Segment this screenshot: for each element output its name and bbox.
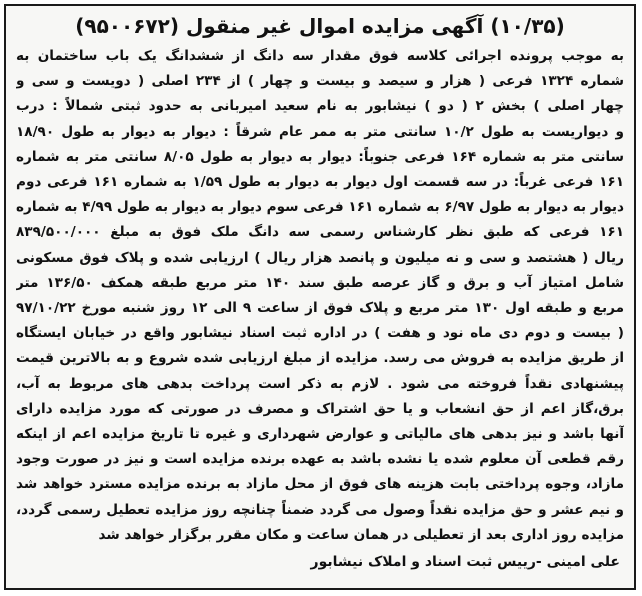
notice-frame — [4, 4, 636, 590]
notice-line: مربع و طبقه اول ۱۳۰ متر مربع و پلاک فوق از ساعت ۹ الی ۱۲ روز شنبه مورخ ۹۷/۱۰/۲۲ — [16, 300, 624, 317]
notice-line: و دیواریست به طول ۱۰/۲ سانتی متر به ممر عام شرقاً : دیوار به دیوار به طول ۱۸/۹۰ — [16, 123, 624, 140]
notice-line: دیوار به دیوار به طول ۶/۹۷ به شماره ۱۶۱ فرعی سوم دیوار به دیوار به طول ۴/۹۹ به شماره — [16, 199, 624, 216]
notice-line: از طریق مزایده به فروش می رسد. مزایده از مبلغ ارزیابی شده شروع و به بالاترین قیمت — [16, 350, 624, 367]
notice-line: ( بیست و دوم دی ماه نود و هفت ) در اداره ثبت اسناد نیشابور واقع در خیابان ایستگاه — [16, 325, 624, 342]
notice-line: ۱۶۱ فرعی که طبق نظر کارشناس رسمی سه دانگ ملک فوق به مبلغ ۸۳۹/۵۰۰/۰۰۰ — [16, 224, 624, 241]
notice-line: پیشنهادی نقداً فروخته می شود . لازم به ذکر است پرداخت بدهی های مربوط به آب، — [16, 375, 624, 392]
notice-line: چهار اصلی ) بخش ۲ ( دو ) نیشابور به نام سعید امیربانی به حدود ثبتی شمالاً : درب — [16, 98, 624, 115]
notice-signature: علی امینی -رییس ثبت اسناد و املاک نیشابور — [310, 554, 620, 571]
notice-line: رقم قطعی آن معلوم شده یا نشده باشد به عهده برنده مزایده است و نیز در صورت وجود — [16, 451, 624, 468]
notice-line: ۱۶۱ فرعی غرباً: در سه قسمت اول دیوار به دیوار به طول ۱/۵۹ به شماره ۱۶۱ فرعی دوم — [16, 174, 624, 191]
notice-line: سانتی متر به شماره ۱۶۴ فرعی جنوباً: دیوار به دیوار به طول ۸/۰۵ سانتی متر به شماره — [16, 148, 624, 165]
notice-line: شماره ۱۳۲۴ فرعی ( هزار و سیصد و بیست و چهار ) از ۲۳۴ اصلی ( دویست و سی و — [16, 73, 624, 90]
notice-title: (۱۰/۳۵) آگهی مزایده اموال غیر منقول (۹۵۰۰۶۷۲) — [75, 14, 565, 38]
notice-line: برق،گاز اعم از حق انشعاب و یا حق اشتراک و مصرف در صورتی که مورد مزایده دارای — [16, 400, 624, 417]
notice-line: به موجب پرونده اجرائی کلاسه فوق مقدار سه دانگ از ششدانگ یک باب ساختمان به — [16, 48, 624, 64]
notice-line: شامل امتیاز آب و برق و گاز عرصه طبق سند ۱۴۰ متر مربع طبقه همکف ۱۳۶/۵۰ متر — [16, 274, 624, 291]
notice-body — [16, 44, 624, 548]
notice-line: ریال ( هشتصد و سی و نه میلیون و پانصد هزار ریال ) ارزیابی شده و پلاک فوق مسکونی — [16, 249, 624, 266]
notice-line: مزایده روز اداری بعد از تعطیلی در همان ساعت و مکان مقرر برگزار خواهد شد — [98, 526, 624, 543]
notice-line: آنها باشد و نیز بدهی های مالیاتی و عوارض شهرداری و غیره تا تاریخ مزایده اعم از اینکه — [16, 426, 624, 443]
notice-line: و نیم عشر و حق مزایده نقداً وصول می گردد ضمناً چنانچه روز مزایده تعطیل رسمی گردد، — [16, 501, 624, 518]
notice-line: مازاد، وجوه پرداختی بابت هزینه های فوق از محل مازاد به برنده مزایده مسترد خواهد شد — [16, 476, 624, 493]
